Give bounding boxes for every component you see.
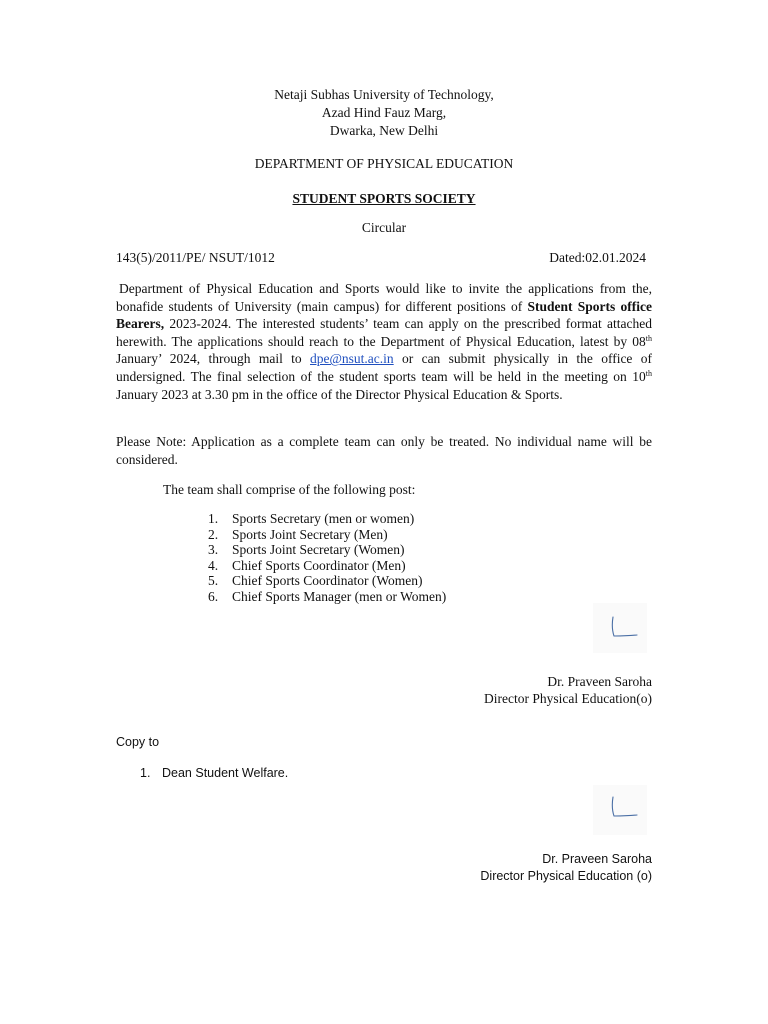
body-text: January 2023 at 3.30 pm in the office of the Director Physical Education & Sports.: [116, 386, 563, 402]
team-intro: The team shall comprise of the following post:: [163, 482, 416, 497]
copy-list: [140, 766, 288, 780]
signatory-name: Dr. Praveen Saroha: [547, 674, 652, 689]
university-address: [116, 86, 652, 140]
list-item: [140, 766, 288, 780]
post-label: Sports Secretary (men or women): [232, 511, 415, 526]
posts-list: [208, 511, 446, 604]
list-number: 1.: [208, 511, 219, 526]
list-item: [208, 558, 446, 574]
signatory-title: Director Physical Education(o): [484, 691, 652, 706]
document-type: Circular: [361, 220, 407, 235]
department-heading: DEPARTMENT OF PHYSICAL EDUCATION: [254, 156, 514, 171]
signatory-title: Director Physical Education (o): [480, 869, 652, 883]
body-text: Department of Physical Education and Sports would like to invite the applications from the, bonafide students of University (main campus) for different positions of: [116, 281, 652, 314]
body-text: January’ 2024, through mail to: [116, 351, 310, 367]
ordinal-suffix: th: [645, 333, 652, 343]
list-number: 4.: [208, 557, 219, 573]
copy-recipient: Dean Student Welfare.: [162, 766, 289, 780]
signatory-name: Dr. Praveen Saroha: [542, 852, 652, 866]
signature-icon: [593, 785, 647, 835]
post-label: Chief Sports Manager (men or Women): [232, 588, 447, 604]
signature-icon: [593, 603, 647, 653]
note-paragraph: Please Note: Application as a complete team can only be treated. No individual name will be considered.: [116, 434, 652, 467]
body-paragraph: [116, 280, 652, 403]
body-text: or can submit physically in the office of undersigned. The final selection of the student sports team will be held in the meeting on 10: [116, 351, 653, 384]
list-item: [208, 527, 446, 543]
signature-block: [484, 673, 652, 707]
address-line: Netaji Subhas University of Technology,: [274, 87, 494, 102]
list-item: [208, 573, 446, 589]
list-number: 2.: [208, 526, 219, 542]
address-line: Azad Hind Fauz Marg,: [321, 105, 447, 120]
list-number: 3.: [208, 542, 219, 557]
copy-to-heading: Copy to: [116, 735, 160, 749]
list-number: 5.: [208, 573, 219, 588]
list-item: [208, 589, 446, 605]
post-label: Chief Sports Coordinator (Women): [232, 573, 423, 588]
signature-block: [480, 851, 652, 885]
reference-number: 143(5)/2011/PE/ NSUT/1012: [116, 250, 275, 265]
list-number: 1.: [140, 766, 151, 780]
signature-image: [593, 603, 647, 653]
list-number: 6.: [208, 588, 219, 604]
signature-image: [593, 785, 647, 835]
post-label: Chief Sports Coordinator (Men): [232, 557, 406, 573]
list-item: [208, 511, 446, 527]
address-line: Dwarka, New Delhi: [329, 123, 439, 138]
reference-row: [116, 250, 652, 266]
list-item: [208, 542, 446, 558]
society-heading: STUDENT SPORTS SOCIETY: [292, 191, 476, 206]
ordinal-suffix: th: [645, 368, 652, 378]
body-bold-text: Student Sports office Bearers,: [116, 298, 652, 332]
post-label: Sports Joint Secretary (Women): [232, 542, 405, 557]
email-link[interactable]: dpe@nsut.ac.in: [310, 351, 394, 367]
circular-date: Dated:02.01.2024: [549, 250, 646, 265]
post-label: Sports Joint Secretary (Men): [232, 526, 388, 542]
body-text: 2023-2024. The interested students’ team can apply on the prescribed format attached herewith. The applications should reach to the Department of Physical Education, latest by 08: [116, 316, 652, 349]
